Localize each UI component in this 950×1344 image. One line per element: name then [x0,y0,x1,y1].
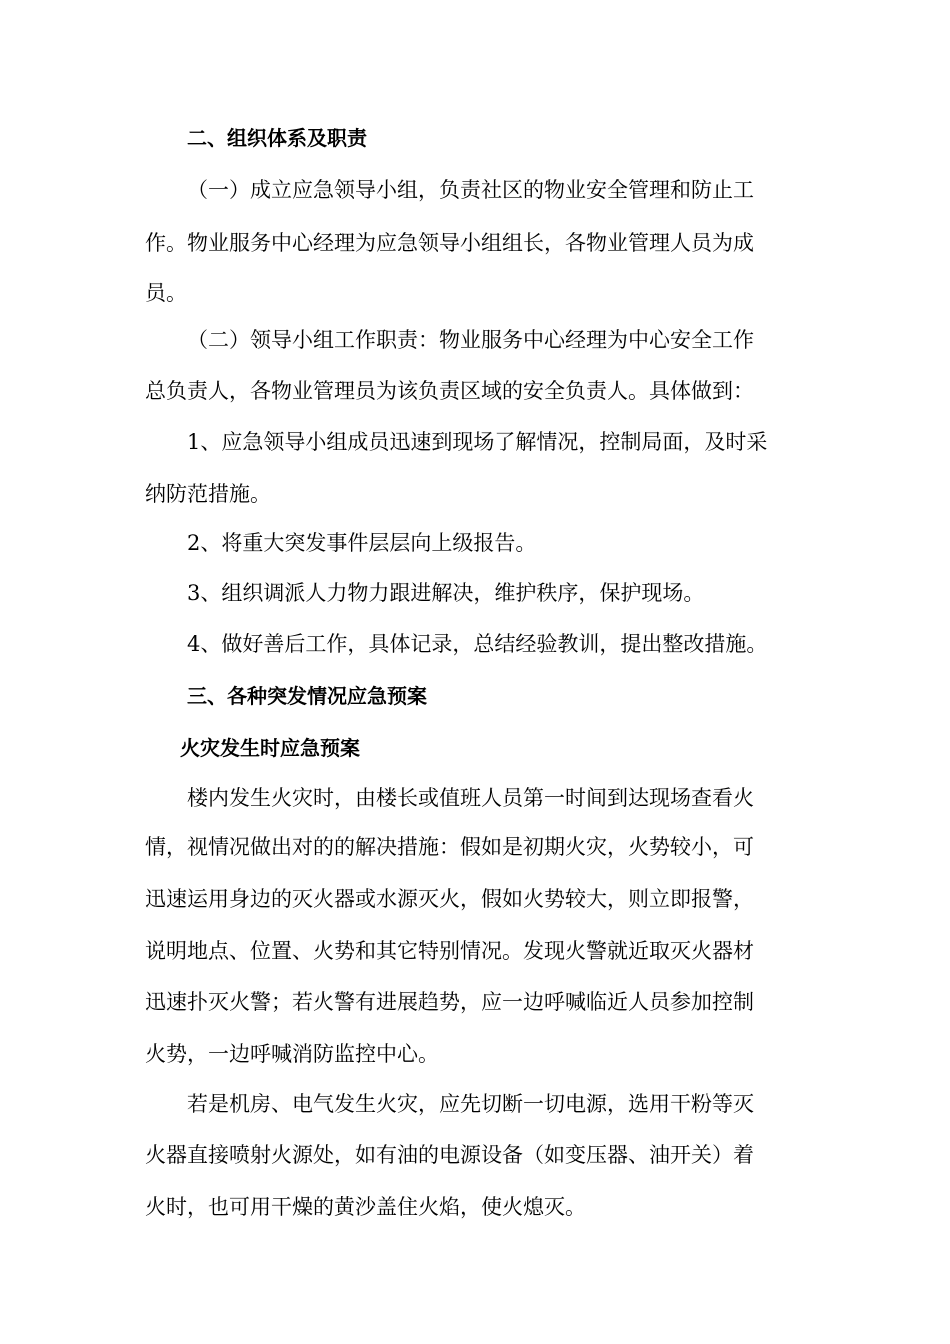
paragraph-line: 楼内发生火灾时，由楼长或值班人员第一时间到达现场查看火 [187,786,754,810]
list-item: 4、做好善后工作，具体记录，总结经验教训，提出整改措施。 [187,632,768,656]
paragraph-line: 情，视情况做出对的的解决措施：假如是初期火灾，火势较小，可 [145,835,754,859]
paragraph-line: 总负责人，各物业管理员为该负责区域的安全负责人。具体做到： [145,379,754,403]
paragraph-line: 说明地点、位置、火势和其它特别情况。发现火警就近取灭火器材 [145,939,754,963]
list-item: 2、将重大突发事件层层向上级报告。 [187,531,537,555]
paragraph-line: 火势，一边呼喊消防监控中心。 [145,1042,439,1066]
paragraph-line: 若是机房、电气发生火灾，应先切断一切电源，选用干粉等灭 [187,1092,754,1116]
paragraph-line: 员。 [145,281,187,305]
paragraph-line: 火时，也可用干燥的黄沙盖住火焰，使火熄灭。 [145,1195,586,1219]
paragraph-line: （二）领导小组工作职责：物业服务中心经理为中心安全工作 [187,328,754,352]
paragraph-line: 迅速运用身边的灭火器或水源灭火，假如火势较大，则立即报警， [145,887,754,911]
paragraph-line: （一）成立应急领导小组，负责社区的物业安全管理和防止工 [187,178,754,202]
paragraph-line: 迅速扑灭火警；若火警有进展趋势，应一边呼喊临近人员参加控制 [145,990,754,1014]
section-heading: 二、组织体系及职责 [187,126,367,150]
list-item-continuation: 纳防范措施。 [145,482,271,506]
list-item: 1、应急领导小组成员迅速到现场了解情况，控制局面，及时采 [187,430,768,454]
paragraph-line: 火器直接喷射火源处，如有油的电源设备（如变压器、油开关）着 [145,1143,754,1167]
paragraph-line: 作。物业服务中心经理为应急领导小组组长，各物业管理人员为成 [145,231,754,255]
section-heading: 三、各种突发情况应急预案 [187,684,427,708]
subsection-heading: 火灾发生时应急预案 [180,736,360,760]
list-item: 3、组织调派人力物力跟进解决，维护秩序，保护现场。 [187,581,705,605]
